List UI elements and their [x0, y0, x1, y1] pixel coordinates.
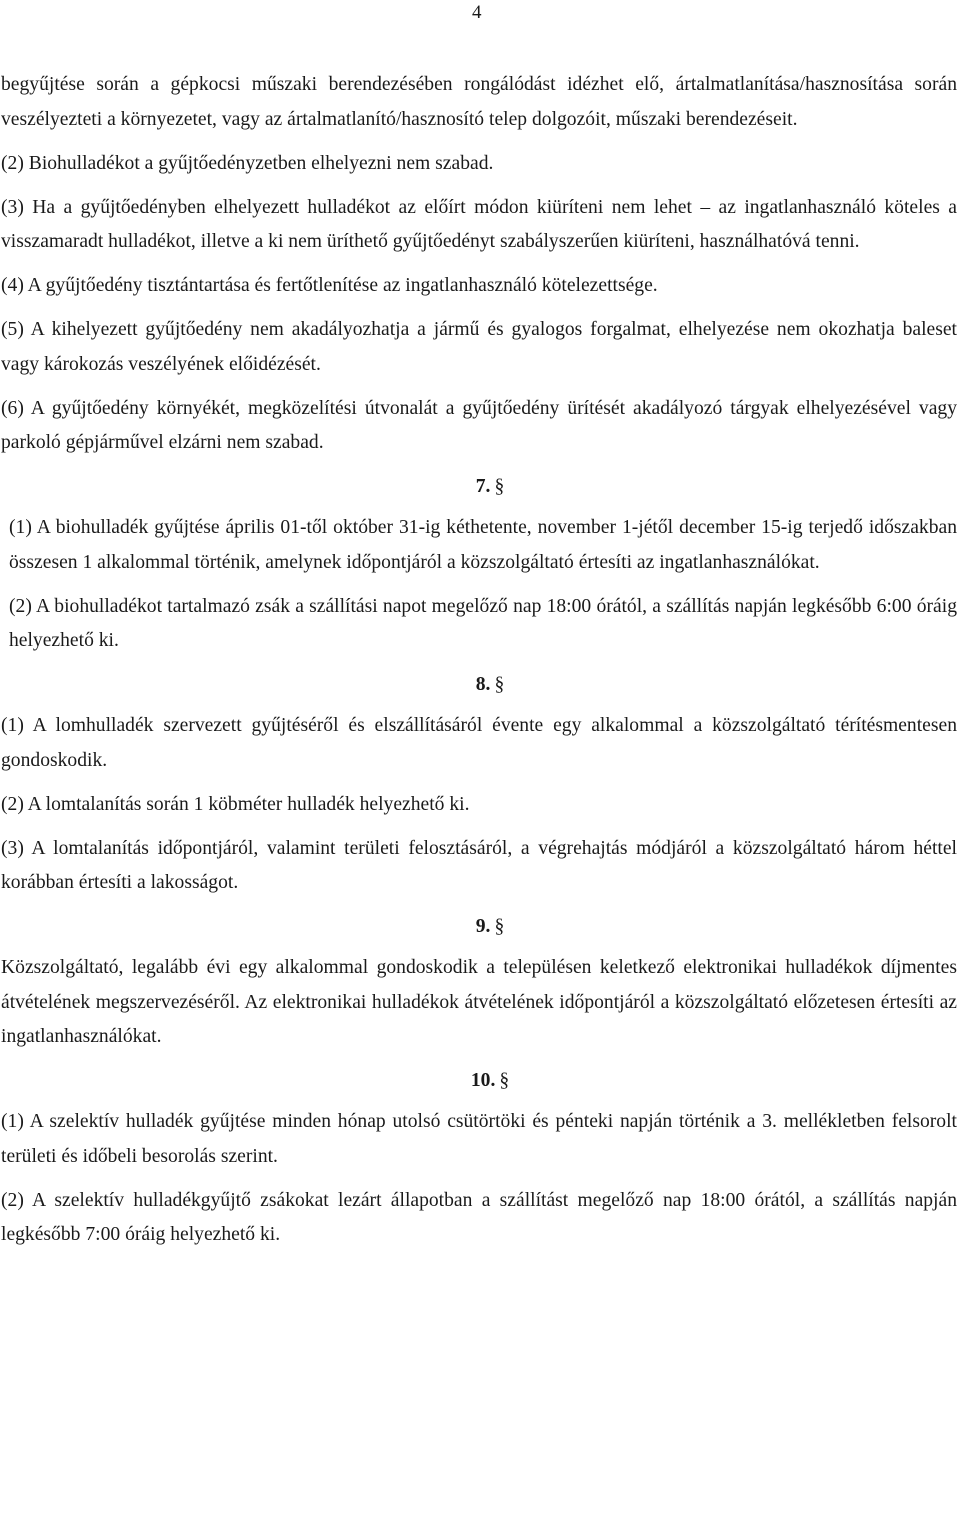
paragraph: (3) A lomtalanítás időpontjáról, valamint területi felosztásáról, a végrehajtás módjáról a közszolgáltató három héttel korábban értesíti a lakosságot.: [1, 837, 957, 893]
section-heading: [1, 470, 957, 504]
paragraph: (5) A kihelyezett gyűjtőedény nem akadályozhatja a jármű és gyalogos forgalmat, elhelyezése nem okozhatja baleset vagy károkozás veszélyének előidézését.: [1, 319, 957, 375]
paragraph: (3) Ha a gyűjtőedényben elhelyezett hulladékot az előírt módon kiüríteni nem lehet – az ingatlanhasználó köteles a visszamaradt hulladékot, illetve a ki nem üríthető gyűjtőedényt szabályszerűen kiüríteni, használhatóvá tenni.: [1, 196, 957, 252]
paragraph: (1) A biohulladék gyűjtése április 01-től október 31-ig kéthetente, november 1-jétől december 15-ig terjedő időszakban összesen 1 alkalommal történik, amelynek időpontjáról a közszolgáltató értesíti az ingatlanhasználókat.: [9, 517, 957, 573]
section-heading: [1, 1064, 957, 1098]
section-sign: §: [494, 916, 505, 937]
paragraph: (2) Biohulladékot a gyűjtőedényzetben elhelyezni nem szabad.: [1, 152, 494, 174]
section-sign: §: [499, 1070, 510, 1091]
page-number: 4: [472, 2, 482, 23]
paragraph: (1) A szelektív hulladék gyűjtése minden hónap utolsó csütörtöki és pénteki napján történik a 3. mellékletben felsorolt területi és időbeli besorolás szerint.: [1, 1111, 957, 1167]
document-body: [1, 68, 957, 1262]
paragraph: (2) A biohulladékot tartalmazó zsák a szállítási napot megelőző nap 18:00 órától, a szállítás napján legkésőbb 6:00 óráig helyezhető ki.: [9, 595, 957, 651]
paragraph: (1) A lomhulladék szervezett gyűjtéséről és elszállításáról évente egy alkalommal a közszolgáltató térítésmentesen gondoskodik.: [1, 715, 957, 771]
section-sign: §: [494, 476, 505, 497]
section-heading: [1, 910, 957, 944]
section-number: 7.: [475, 476, 491, 497]
section-sign: §: [494, 674, 505, 695]
paragraph: (4) A gyűjtőedény tisztántartása és fertőtlenítése az ingatlanhasználó kötelezettsége.: [1, 275, 658, 296]
section-number: 8.: [475, 674, 491, 695]
paragraph: begyűjtése során a gépkocsi műszaki berendezésében rongálódást idézhet elő, ártalmatlanítása/hasznosítása során veszélyezteti a környezetet, vagy az ártalmatlanító/hasznosító telep dolgozóit, műszaki berendezéseit.: [1, 74, 957, 130]
paragraph: (2) A lomtalanítás során 1 köbméter hulladék helyezhető ki.: [1, 793, 470, 815]
section-number: 9.: [475, 916, 491, 937]
paragraph: (6) A gyűjtőedény környékét, megközelítési útvonalát a gyűjtőedény ürítését akadályozó tárgyak elhelyezésével vagy parkoló gépjárművel elzárni nem szabad.: [1, 397, 957, 453]
paragraph: Közszolgáltató, legalább évi egy alkalommal gondoskodik a településen keletkező elektronikai hulladékok díjmentes átvételének megszervezéséről. Az elektronikai hulladékok átvételének időpontjáról a közszolgáltató előzetesen értesíti az ingatlanhasználókat.: [1, 957, 957, 1047]
section-heading: [1, 668, 957, 702]
paragraph: (2) A szelektív hulladékgyűjtő zsákokat lezárt állapotban a szállítást megelőző nap 18:00 órától, a szállítás napján legkésőbb 7:00 óráig helyezhető ki.: [1, 1189, 957, 1245]
section-number: 10.: [470, 1070, 496, 1091]
